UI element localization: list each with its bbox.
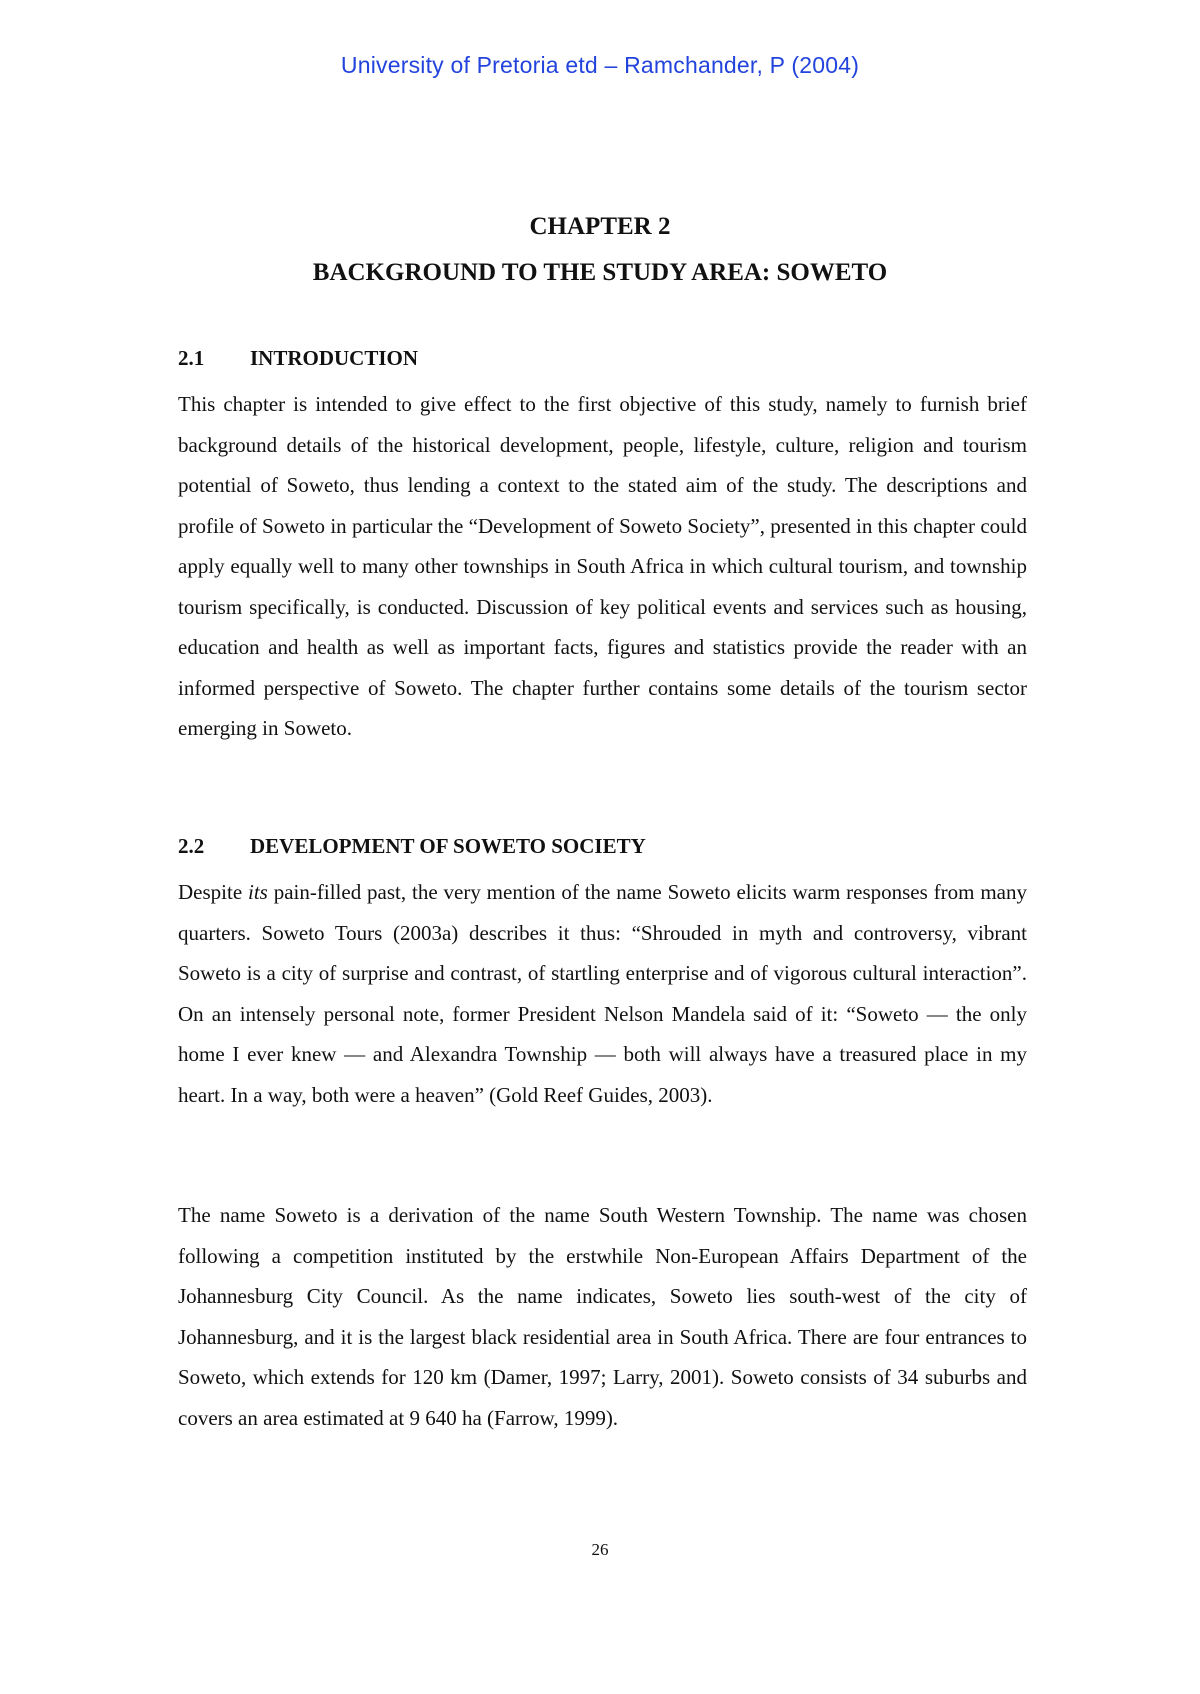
development-paragraph-1 [178,872,1027,1115]
section-title: DEVELOPMENT OF SOWETO SOCIETY [250,834,646,858]
chapter-title: BACKGROUND TO THE STUDY AREA: SOWETO [312,259,888,286]
section-number: 2.1 [178,346,205,370]
introduction-paragraph: This chapter is intended to give effect to the first objective of this study, namely to furnish brief background details of the historical development, people, lifestyle, culture, religion and tourism potential of Soweto, thus lending a context to the stated aim of the study. The descriptions and profile of Soweto in particular the “Development of Soweto Society”, presented in this chapter could apply equally well to many other townships in South Africa in which cultural tourism, and township tourism specifically, is conducted. Discussion of key political events and services such as housing, education and health as well as important facts, figures and statistics provide the reader with an informed perspective of Soweto. The chapter further contains some details of the tourism sector emerging in Soweto. [178,392,1027,740]
development-paragraph-2: The name Soweto is a derivation of the name South Western Township. The name was chosen following a competition instituted by the erstwhile Non-European Affairs Department of the Johannesburg City Council. As the name indicates, Soweto lies south-west of the city of Johannesburg, and it is the largest black residential area in South Africa. There are four entrances to Soweto, which extends for 120 km (Damer, 1997; Larry, 2001). Soweto consists of 34 suburbs and covers an area estimated at 9 640 ha (Farrow, 1999). [178,1203,1027,1430]
watermark-header: University of Pretoria etd – Ramchander, P (2004) [340,52,860,78]
section-heading-development [178,834,646,859]
section-title: INTRODUCTION [250,346,419,370]
paragraph-text: pain-filled past, the very mention of the name Soweto elicits warm responses from many quarters. Soweto Tours (2003a) describes it thus: “Shrouded in myth and controversy, vibrant Soweto is a city of surprise and contrast, of startling enterprise and of vigorous cultural interaction”. On an intensely personal note, former President Nelson Mandela said of it: “Soweto — the only home I ever knew — and Alexandra Township — both will always have a treasured place in my heart. In a way, both were a heaven” (Gold Reef Guides, 2003). [178,880,1027,1107]
section-number: 2.2 [178,834,205,858]
page-number: 26 [591,1540,609,1559]
paragraph-text: Despite [178,880,249,904]
emphasis-text: its [248,880,268,904]
section-heading-introduction [178,346,418,371]
chapter-number: CHAPTER 2 [529,213,671,240]
